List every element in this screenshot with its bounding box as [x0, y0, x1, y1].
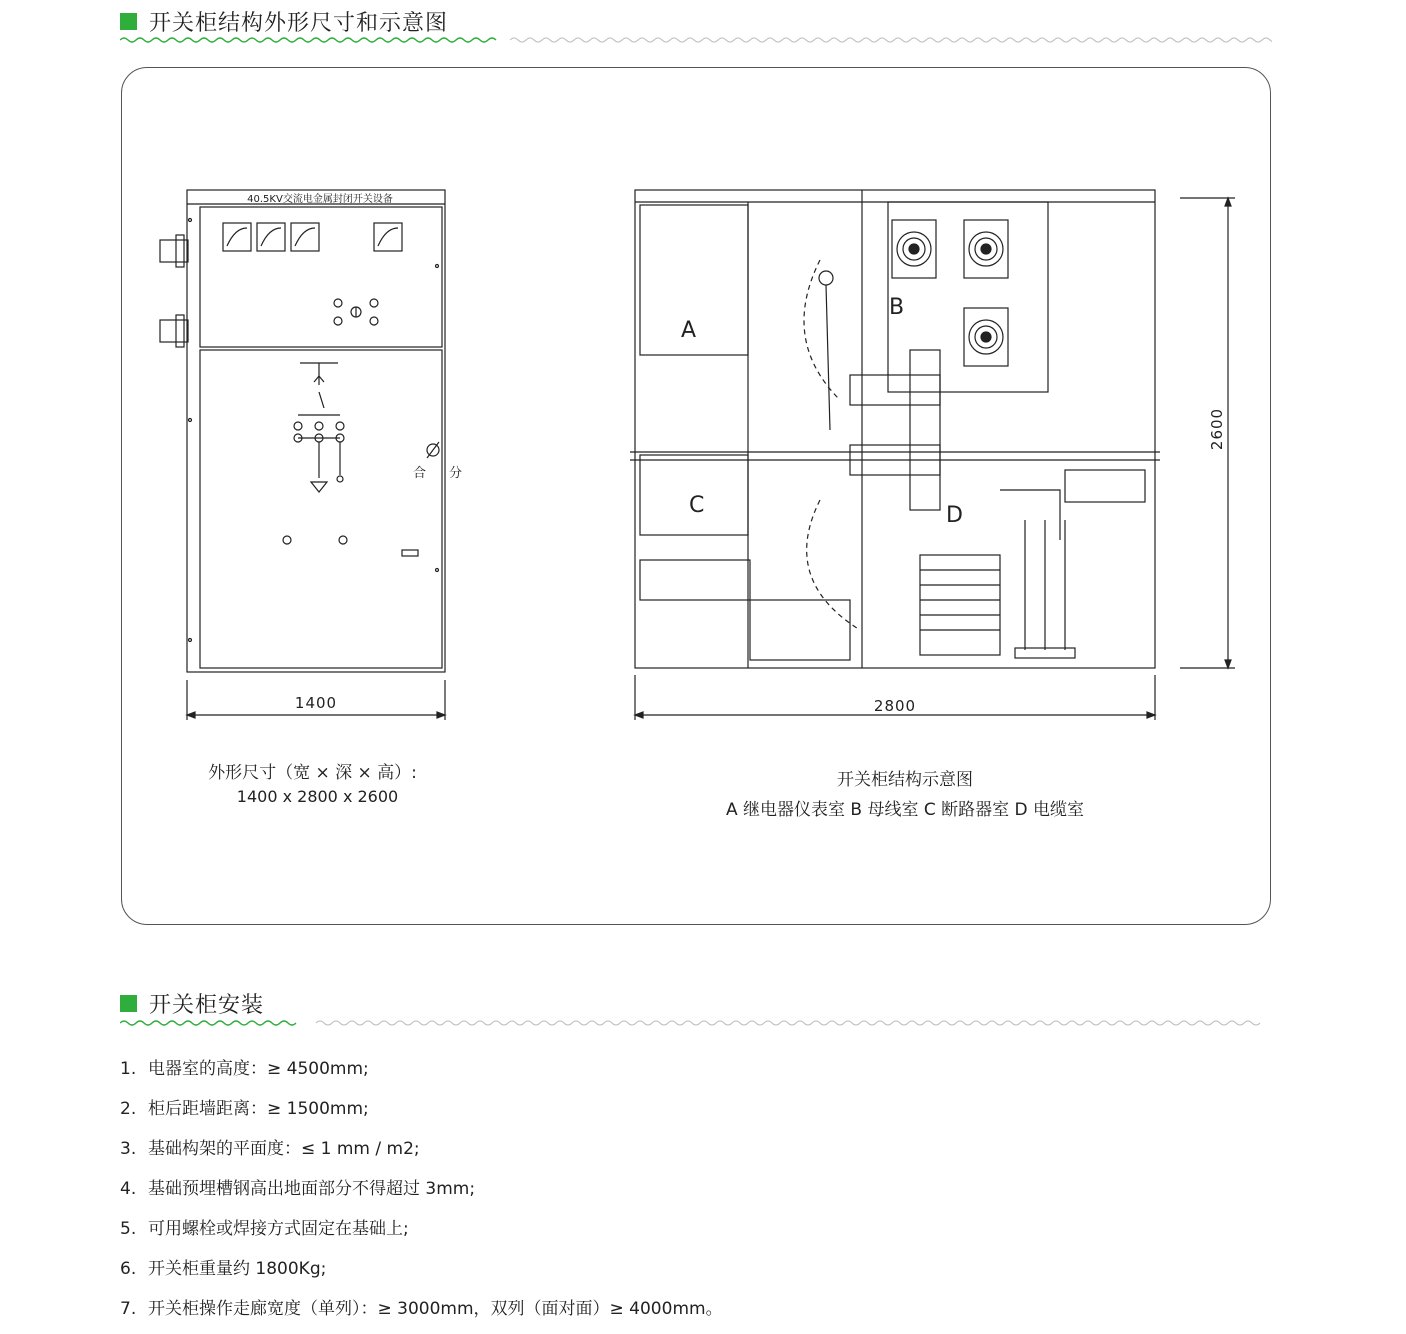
front-caption-title: 外形尺寸（宽 × 深 × 高）:: [208, 763, 417, 783]
close-label: 合: [413, 466, 427, 481]
depth-dimension: 2800: [873, 697, 917, 715]
install-requirements-list: [120, 1053, 723, 1333]
room-label-c: C: [689, 493, 705, 518]
bullet-square-icon: [120, 13, 137, 30]
panel-nameplate: 40.5KV交流电金属封闭开关设备: [247, 194, 393, 205]
section-heading-install: [120, 988, 264, 1019]
list-item: 1. 电器室的高度：≥ 4500mm;: [120, 1059, 369, 1079]
bullet-square-icon: [120, 995, 137, 1012]
width-dimension: 1400: [294, 694, 338, 712]
section-title: 开关柜安装: [149, 993, 265, 1018]
section-title: 开关柜结构外形尺寸和示意图: [149, 11, 449, 36]
side-caption-title: 开关柜结构示意图: [837, 770, 973, 790]
list-item: 7. 开关柜操作走廊宽度（单列）：≥ 3000mm，双列（面对面）≥ 4000mm。: [120, 1299, 723, 1319]
list-item: 5. 可用螺栓或焊接方式固定在基础上;: [120, 1219, 409, 1239]
list-item: 3. 基础构架的平面度：≤ 1 mm / m2;: [120, 1139, 420, 1159]
room-label-a: A: [681, 318, 697, 343]
height-dimension: 2600: [1208, 407, 1226, 451]
list-item: 6. 开关柜重量约 1800Kg;: [120, 1259, 327, 1279]
front-view-drawing: [140, 180, 470, 725]
list-item: 4. 基础预埋槽钢高出地面部分不得超过 3mm;: [120, 1179, 476, 1199]
room-label-b: B: [889, 295, 905, 320]
room-label-d: D: [946, 503, 963, 528]
wavy-divider: [120, 1019, 1272, 1027]
side-view-drawing: [620, 180, 1240, 730]
side-caption-legend: A 继电器仪表室 B 母线室 C 断路器室 D 电缆室: [725, 800, 1085, 820]
list-item: 2. 柜后距墙距离：≥ 1500mm;: [120, 1099, 369, 1119]
front-caption-size: 1400 x 2800 x 2600: [236, 787, 399, 806]
open-label: 分: [449, 466, 463, 481]
wavy-divider: [120, 36, 1272, 44]
section-heading-structure: [120, 6, 448, 37]
